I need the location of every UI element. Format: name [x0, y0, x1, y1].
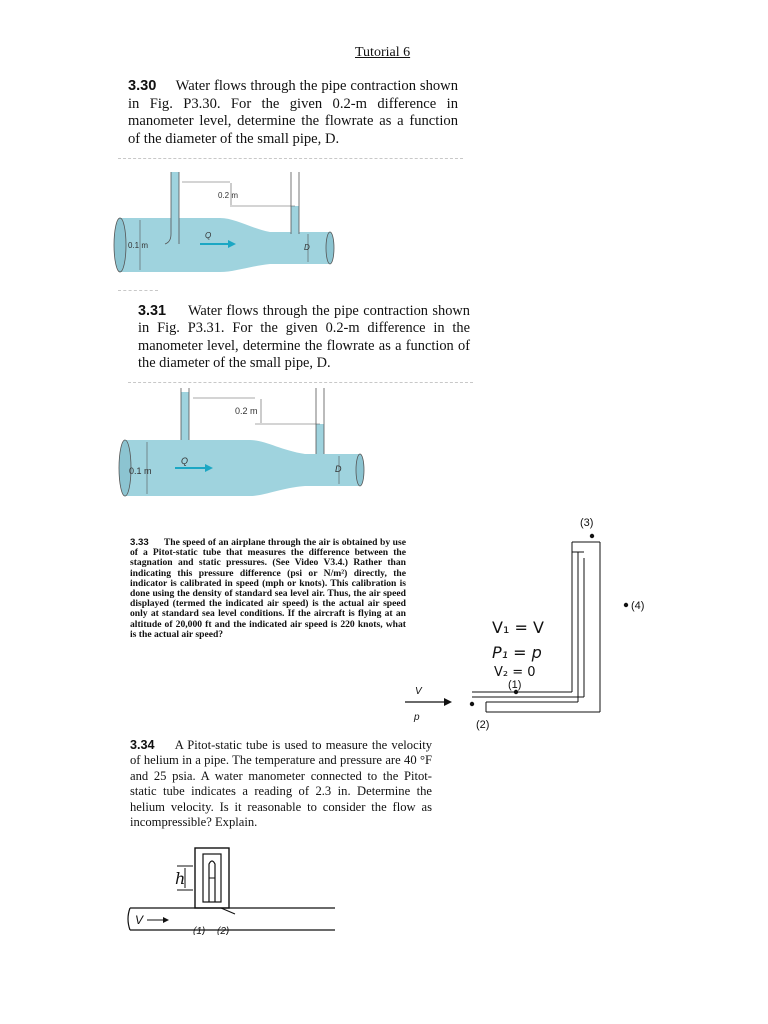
point-2-dot	[470, 702, 474, 706]
problem-number: 3.33	[130, 537, 149, 548]
manometer-u-tube	[209, 861, 215, 902]
problem-text: Water flows through the pipe contraction shown in Fig. P3.31. For the given 0.2-m difference in the manometer level, determine the flowrate as a function of the diameter of the small pipe, D.	[138, 303, 470, 371]
problem-text: Water flows through the pipe contraction shown in Fig. P3.30. For the given 0.2-m difference in manometer level, determine the flowrate as a function of the diameter of the small pipe, D.	[128, 78, 459, 147]
problem-3-31	[138, 303, 470, 372]
figure-p3-34	[125, 840, 340, 935]
point-1-label: (1)	[193, 926, 206, 935]
figure-p3-30	[110, 168, 340, 278]
equation-1: V₁ = V	[492, 618, 544, 637]
equation-3: V₂ = 0	[494, 665, 536, 680]
pipe-water	[125, 440, 360, 496]
level-diff-label: 0.2 m	[235, 406, 258, 416]
large-diameter-label: 0.1 m	[129, 466, 152, 476]
point-1-label: (1)	[508, 679, 522, 691]
manometer-tube-right	[291, 206, 299, 234]
pipe-outlet-end	[356, 454, 364, 486]
problem-3-34	[130, 738, 432, 830]
small-diameter-label: D	[335, 464, 342, 474]
manometer-tube-right	[316, 424, 324, 454]
point-3-dot	[590, 534, 594, 538]
problem-3-33	[130, 538, 406, 640]
problem-number: 3.34	[130, 738, 155, 752]
velocity-label: V	[135, 913, 144, 927]
velocity-label: V	[415, 686, 422, 697]
problem-text: A Pitot-static tube is used to measure the velocity of helium in a pipe. The temperature and pressure are 40 °F and 25 psia. A water manometer connected to the Pitot-static tube indicates a reading of 2.3 in. Determine the helium velocity. Is it reasonable to consider the flow as incompressible? Explain.	[130, 738, 432, 830]
point-3-label: (3)	[580, 517, 594, 529]
pressure-label: p	[414, 712, 420, 723]
flow-label: Q	[181, 456, 189, 466]
figure-p3-33	[400, 512, 700, 737]
problem-3-30	[128, 78, 458, 148]
manometer-tube-left	[171, 172, 179, 244]
divider	[118, 290, 158, 291]
large-diameter-label: 0.1 m	[128, 241, 149, 250]
divider	[128, 382, 473, 383]
equation-2: P₁ = p	[492, 643, 542, 662]
level-diff-label: 0.2 m	[218, 191, 239, 200]
point-4-label: (4)	[631, 600, 645, 612]
h-label: h	[175, 869, 186, 888]
problem-number: 3.30	[128, 78, 157, 94]
manometer-tube-left	[181, 392, 189, 442]
pipe-inlet-end	[114, 218, 126, 272]
point-2-label: (2)	[217, 926, 230, 935]
flow-arrow-icon	[444, 698, 452, 706]
divider	[118, 158, 463, 159]
point-2-label: (2)	[476, 719, 490, 731]
figure-p3-31	[115, 388, 365, 503]
flow-arrow-icon	[163, 917, 169, 923]
pipe-outlet-end	[326, 232, 334, 264]
small-diameter-label: D	[304, 243, 310, 252]
point-4-dot	[624, 603, 628, 607]
flow-label: Q	[205, 231, 212, 240]
page-title: Tutorial 6	[355, 45, 411, 60]
problem-text: The speed of an airplane through the air is obtained by use of a Pitot-static tube that measures the difference between the stagnation and static pressures. (See Video V3.4.) Rather than indicating this pressure difference (psi or N/m²) directly, the indicator is calibrated in speed (mph or knots). This calibration is done using the density of standard sea level air. Thus, the air speed displayed (termed the indicated air speed) is the actual air speed only at standard sea level conditions. If the aircraft is flying at an altitude of 20,000 ft and the indicated air speed is 220 knots, what is the actual air speed?	[130, 537, 407, 640]
problem-number: 3.31	[138, 303, 167, 319]
